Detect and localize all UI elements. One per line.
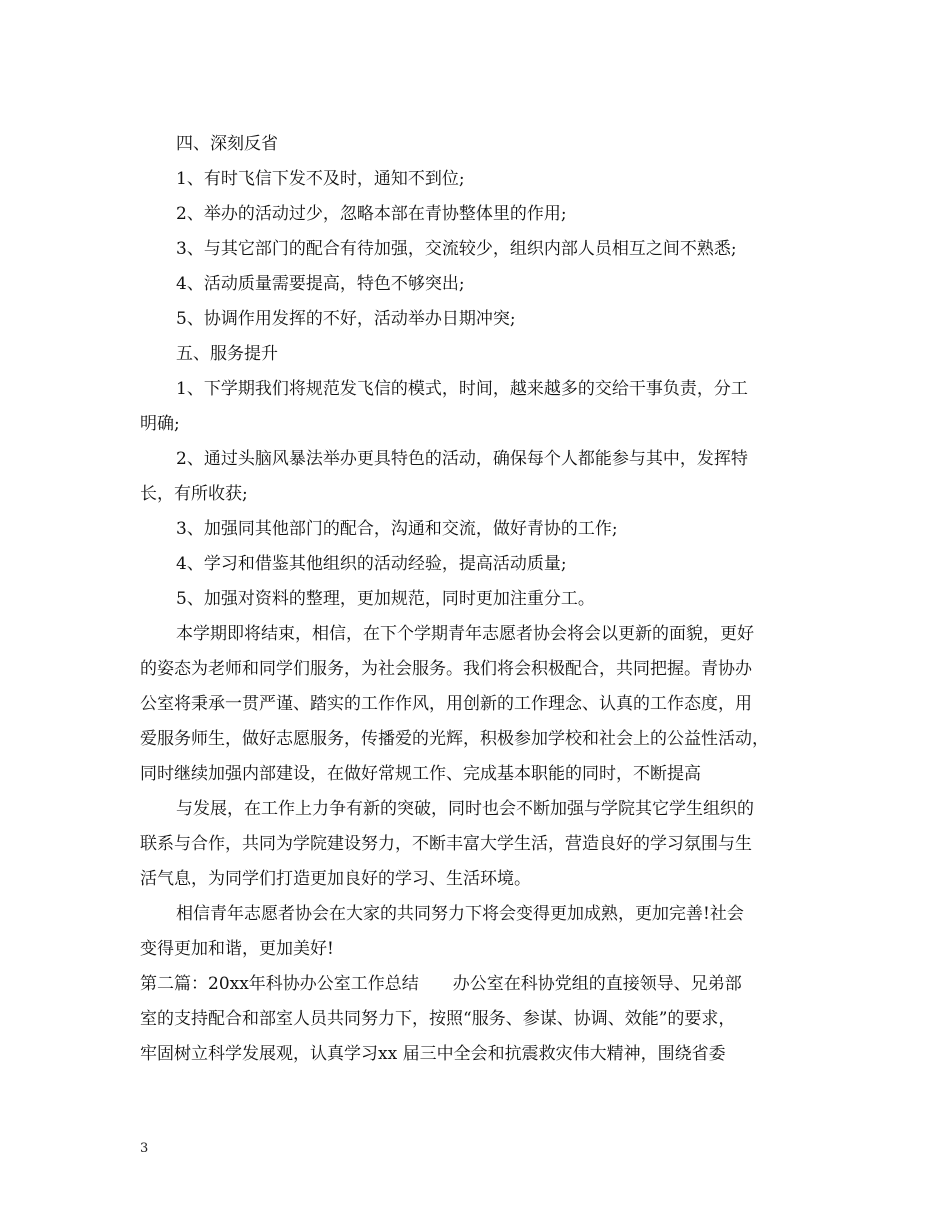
section-heading-reflection: 四、深刻反省 bbox=[176, 134, 278, 154]
list-item-continuation: 长，有所收获; bbox=[140, 484, 248, 504]
paragraph-line: 与发展，在工作上力争有新的突破，同时也会不断加强与学院其它学生组织的 bbox=[176, 799, 754, 819]
list-item: 5、加强对资料的整理，更加规范，同时更加注重分工。 bbox=[176, 589, 595, 609]
list-item: 3、与其它部门的配合有待加强，交流较少，组织内部人员相互之间不熟悉; bbox=[176, 239, 737, 259]
paragraph-line: 公室将秉承一贯严谨、踏实的工作作风，用创新的工作理念、认真的工作态度，用 bbox=[140, 694, 752, 714]
paragraph-line: 变得更加和谐，更加美好! bbox=[140, 939, 334, 959]
list-item: 4、学习和借鉴其他组织的活动经验，提高活动质量; bbox=[176, 554, 567, 574]
section-heading-service: 五、服务提升 bbox=[176, 344, 278, 364]
paragraph-line: 同时继续加强内部建设，在做好常规工作、完成基本职能的同时，不断提高 bbox=[140, 764, 701, 784]
paragraph-line: 牢固树立科学发展观，认真学习xx 届三中全会和抗震救灾伟大精神，围绕省委 bbox=[140, 1044, 726, 1064]
paragraph-line: 相信青年志愿者协会在大家的共同努力下将会变得更加成熟，更加完善!社会 bbox=[176, 904, 744, 924]
paragraph-line: 室的支持配合和部室人员共同努力下，按照“服务、参谋、协调、效能”的要求， bbox=[140, 1009, 736, 1029]
list-item: 4、活动质量需要提高，特色不够突出; bbox=[176, 274, 465, 294]
paragraph-line: 爱服务师生，做好志愿服务，传播爱的光辉，积极参加学校和社会上的公益性活动， bbox=[140, 729, 769, 749]
list-item: 1、下学期我们将规范发飞信的模式，时间，越来越多的交给干事负责，分工 bbox=[176, 379, 748, 399]
chapter-heading-line: 第二篇：20xx年科协办公室工作总结 办公室在科协党组的直接领导、兄弟部 bbox=[140, 974, 742, 994]
paragraph-line: 联系与合作，共同为学院建设努力，不断丰富大学生活，营造良好的学习氛围与生 bbox=[140, 834, 752, 854]
page-number: 3 bbox=[140, 1141, 149, 1156]
list-item: 5、协调作用发挥的不好，活动举办日期冲突; bbox=[176, 309, 516, 329]
list-item-continuation: 明确; bbox=[140, 414, 180, 434]
list-item: 3、加强同其他部门的配合，沟通和交流，做好青协的工作; bbox=[176, 519, 618, 539]
paragraph-line: 活气息，为同学们打造更加良好的学习、生活环境。 bbox=[140, 869, 531, 889]
paragraph-line: 本学期即将结束，相信，在下个学期青年志愿者协会将会以更新的面貌，更好 bbox=[176, 624, 754, 644]
list-item: 2、通过头脑风暴法举办更具特色的活动，确保每个人都能参与其中，发挥特 bbox=[176, 449, 748, 469]
list-item: 2、举办的活动过少，忽略本部在青协整体里的作用; bbox=[176, 204, 567, 224]
paragraph-line: 的姿态为老师和同学们服务，为社会服务。我们将会积极配合，共同把握。青协办 bbox=[140, 659, 752, 679]
list-item: 1、有时飞信下发不及时，通知不到位; bbox=[176, 169, 465, 189]
